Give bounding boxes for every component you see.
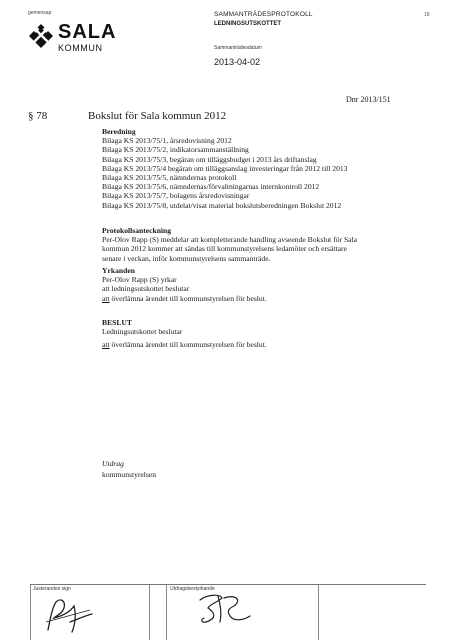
motion-line-rest: överlämna ärendet till kommunstyrelsen för beslut. [109,293,267,303]
case-dnr: Dnr 2013/151 [346,95,391,104]
committee-name: LEDNINGSUTSKOTTET [214,21,281,27]
yrkanden-heading: Yrkanden [102,266,135,275]
handwritten-signature-right [196,590,256,626]
logo-sub: KOMMUN [58,43,103,53]
footer-column-divider [166,585,167,640]
att-underlined: att [102,293,110,303]
att-underlined: att [102,340,110,350]
motion-line: Per-Olov Rapp (S) yrkar [102,275,177,285]
note-line: Per-Olov Rapp (S) meddelar att kompletterande handling avseende Bokslut för Sala [102,235,358,245]
attachment-line: Bilaga KS 2013/75/3, begäran om tilläggsbudget i 2013 års driftanslag [102,154,317,164]
paragraph-number: § 78 [28,110,48,122]
logo-small-text: gemensap [28,10,52,16]
attachment-line: Bilaga KS 2013/75/1, årsredovisning 2012 [102,136,232,146]
justerandes-sign-label: Justerandes sign [33,586,71,592]
attachment-line: Bilaga KS 2013/75/8, utdelat/visat material bokslutsberedningen Bokslut 2012 [102,200,342,210]
attachment-line: Bilaga KS 2013/75/4 begäran om tilläggsanslag investeringar från 2012 till 2013 [102,163,348,173]
handwritten-signature-left [40,592,100,636]
page-number: 18 [424,12,430,18]
protokollsanteckning-heading: Protokollsanteckning [102,226,172,235]
utdrag-recipient: kommunstyrelsen [102,470,156,479]
yrkanden-section [102,266,267,303]
attachment-line: Bilaga KS 2013/75/5, nämndernas protokoll [102,173,237,183]
meeting-date-label: Sammanträdesdatum [214,45,262,51]
attachment-line: Bilaga KS 2013/75/6, nämndernas/förvaltningarnas internkontroll 2012 [102,182,320,192]
beslut-section [102,318,267,350]
beredning-section [102,127,347,210]
attachment-line: Bilaga KS 2013/75/7, bolagens årsredovisningar [102,191,250,201]
logo-name: SALA [58,21,117,43]
protocol-title: SAMMANTRÄDESPROTOKOLL [214,11,313,18]
case-title: Bokslut för Sala kommun 2012 [88,110,227,122]
protokollsanteckning-section [102,226,357,263]
meeting-date: 2013-04-02 [214,57,261,67]
decision-line-rest: överlämna ärendet till kommunstyrelsen för beslut. [109,340,267,350]
note-line: senare i veckan, inför kommunstyrelsens sammanträde. [102,253,271,263]
beslut-heading: BESLUT [102,318,132,327]
beredning-heading: Beredning [102,127,136,136]
utdragsbestyrkande-label: Utdragsbestyrkande [170,586,215,592]
decision-line [102,340,267,349]
decision-line: Ledningsutskottet beslutar [102,327,183,337]
utdrag-label: Utdrag [102,459,124,468]
motion-line: att ledningsutskottet beslutar [102,284,190,294]
sala-kommun-logo [28,10,138,62]
motion-line [102,294,267,303]
attachment-line: Bilaga KS 2013/75/2, indikatorsammanställning [102,145,249,155]
note-line: kommun 2012 kommer att sändas till kommunstyrelsens ledamöter och ersättare [102,244,347,254]
hammer-crest-icon [28,23,54,49]
footer-column-divider [318,585,319,640]
